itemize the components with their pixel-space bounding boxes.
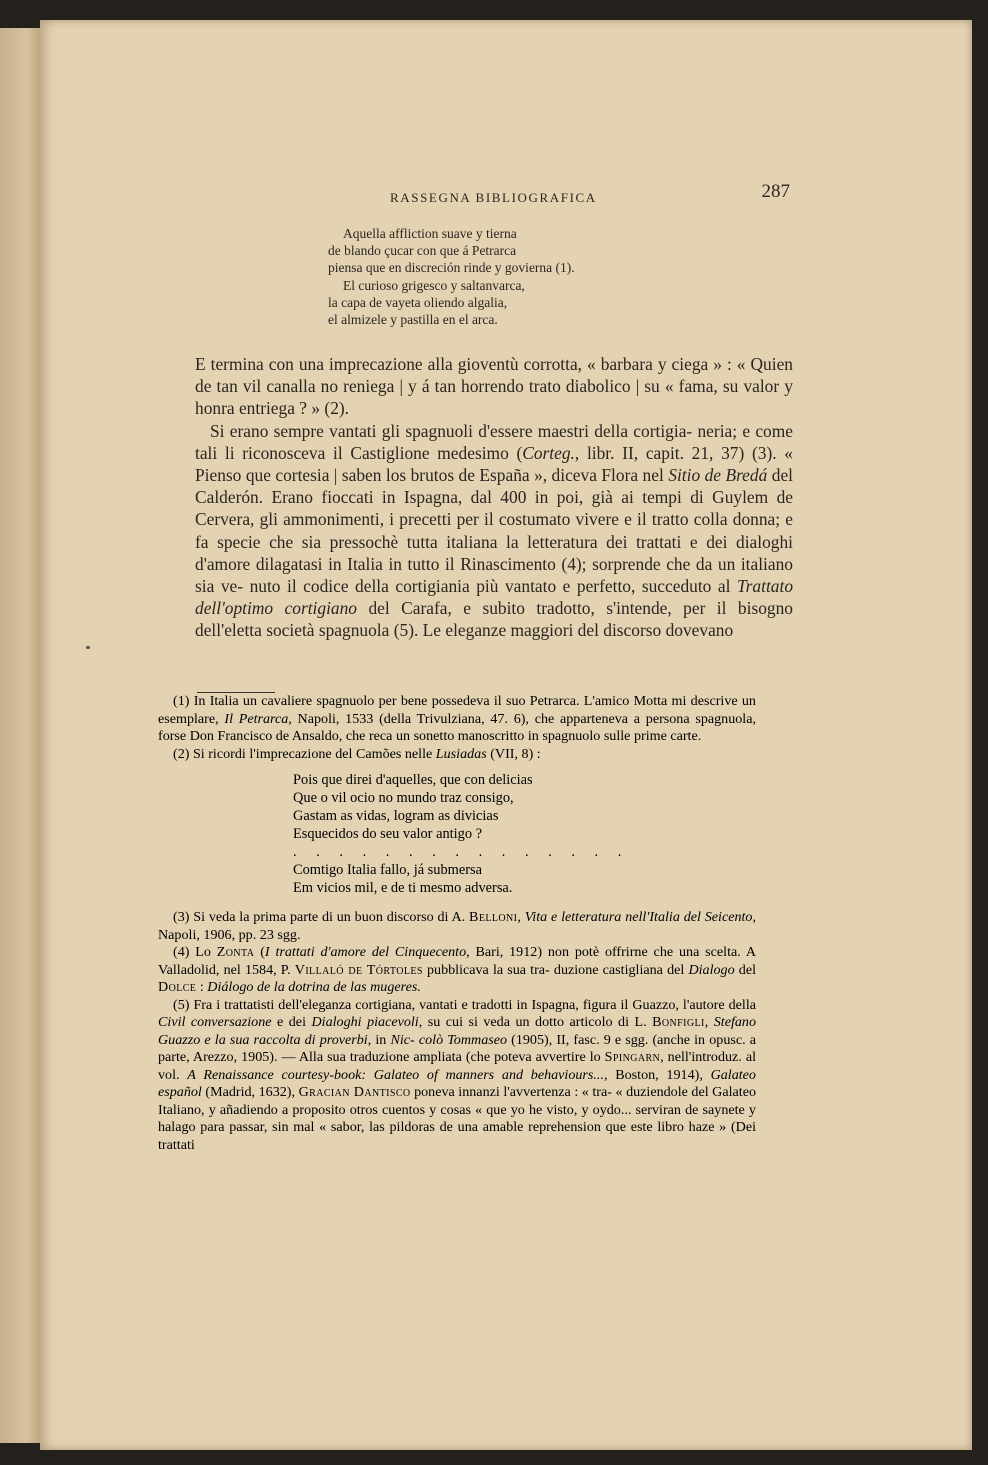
italic-title: I trattati d'amore del Cinquecento [264,944,467,960]
page-number: 287 [761,181,790,202]
text-line: in Italia in tutto il Rinascimento (4); sorprende che da un italiano sia ve- [195,553,793,597]
text-line: il costumato vivere e il tratto colla donna; e fa specie che sia pressochè [195,509,793,552]
text-line: « duziendole del Galateo Italiano, y añadiendo a proposito otros cuentos y cosas [158,1084,757,1118]
verse-line: la capa de vayeta oliendo algalia, [328,294,508,310]
italic-title: nell'Italia del Seicento [625,909,753,925]
text-line: : [196,979,208,995]
text-line: , in [367,1031,391,1048]
text-line: poneva innanzi l'avvertenza : « tra- [410,1084,612,1100]
footnote-5 [158,997,756,1155]
text-line: una scelta. A Valladolid, nel 1584, P. [158,944,757,978]
text-line: , nell'introduz. al [660,1049,756,1065]
author-name: Bonfigli [652,1014,705,1030]
text-line: , su cui si veda [418,1014,510,1030]
text-line: « sabor, las pildoras de una amable reprehension que este libro haze » (Dei trattati [158,1119,756,1153]
text-line: , [704,1014,714,1030]
text-line: (1) In Italia un cavaliere spagnuolo per bene possedeva il suo Petrarca. L'amico [173,693,630,709]
italic-title: Vita e letteratura [524,909,622,925]
author-name: Dolce [158,979,197,995]
author-name: Spingarn [604,1049,661,1065]
verse-quotation [328,225,628,328]
running-head [340,181,790,211]
author-name: Belloni [469,909,518,925]
text-line: « fama, su valor y honra entriega ? » (2). [195,376,793,419]
paragraph [195,420,793,642]
italic-title: Dialogo [688,961,735,978]
text-line: (1905), II, fasc. 9 e sgg. (anche in opusc. a parte, Arezzo, 1905). — [158,1031,756,1065]
text-line: duzione castigliana del [553,961,689,978]
text-line: neria; e come tali li riconosceva il Castiglione medesimo ( [195,420,793,463]
italic-title: Diálogo de la dotrina de las mugeres. [207,979,421,995]
text-line: « que yo he visto, y oydo... serviran de saynete y halago para passar, sin mal [158,1101,756,1135]
text-line: Alla sua traduzione ampliata (che poteva avvertire lo [298,1049,605,1065]
italic-title: Nic- [390,1031,415,1048]
italic-title: Sitio de Bredá [668,465,768,486]
previous-page-edge [0,28,44,1443]
text-line: , libr. II, [574,442,639,463]
footnote-3 [158,909,756,944]
text-line: nuto il codice della cortigiania più vantato e perfetto, succeduto al [249,576,737,597]
verse-line: piensa que en discreción rinde y govierna (1). [328,260,575,276]
text-line: pubblicava la sua tra- [422,961,550,978]
text-line: tutta italiana la letteratura dei trattati e dei dialoghi d'amore dilagatasi [195,531,793,574]
italic-title: Stefano Guazzo e la sua raccolta di proverbi [158,1014,757,1048]
text-line: vol. [158,1066,188,1083]
italic-title: Dialoghi piacevoli [311,1014,419,1030]
text-line: (VII, 8) : [486,745,541,762]
verse-line: Em vicios mil, e de ti mesmo adversa. [293,880,513,896]
text-line: , [517,909,525,925]
text-line: capit. 21, 37) (3). « Pienso que cortesia | saben los brutos de España », diceva [195,442,793,486]
text-line: ( [254,944,265,960]
footnote-4 [158,944,756,997]
text-line: un sonetto manoscritto in spagnuolo sulle prime carte. [395,728,702,744]
text-line: , Bari, 1912) non potè offrirne che [466,944,674,960]
footnote-verse [293,771,756,897]
text-line: che apparteneva a persona spagnuola, forse Don Francisco de Ansaldo, che reca [158,710,757,744]
verse-line: Esquecidos do seu valor antigo ? [293,826,483,842]
verse-line: Comtigo Italia fallo, já submersa [293,862,483,878]
verse-line: de blando çucar con que á Petrarca [328,243,517,259]
author-name: Zonta [216,944,255,960]
text-line: del Carafa, e subito tradotto, s'intende, per il bisogno [357,598,793,619]
italic-title: colò Tommaseo [418,1031,508,1048]
text-line: dell'eletta società spagnuola (5). Le eleganze maggiori del discorso dovevano [195,620,734,641]
text-line: (2) Si ricordi l'imprecazione del Camões nelle [173,745,436,762]
text-line: « Quien de tan vil canalla no reniega | y á tan horrendo trato diabolico | su [195,354,793,397]
italic-title: Galateo español [158,1066,756,1100]
author-name: Gracian Dantisco [298,1084,411,1100]
ellipsis-line: . . . . . . . . . . . . . . . [293,844,630,860]
text-line: Napoli, 1533 (della Trivulziana, 47. 6), [291,710,529,727]
text-line: , Napoli, 1906, pp. 23 sgg. [158,909,757,943]
text-line: (4) Lo [173,944,217,960]
verse-line: Que o vil ocio no mundo traz consigo, [293,790,514,806]
verse-line: Aquella affliction suave y tierna [343,226,517,241]
text-line: in poi, già ai tempi di Guylem de Cervera, gli ammonimenti, i precetti per [195,487,793,530]
text-line: , Boston, 1914), [603,1066,703,1083]
text-line: E termina con una imprecazione alla gioventù corrotta, « barbara y ciega » : [195,354,732,374]
paragraph [195,353,793,420]
italic-title: Civil conversazione [158,1014,272,1030]
text-line: il Guazzo, l'autore della [620,996,756,1013]
verse-line: Pois que direi d'aquelles, que con delicias [293,772,533,788]
text-line: un dotto articolo di L. [515,1014,653,1030]
italic-title: Corteg. [522,442,575,463]
text-line: e dei [271,1014,312,1030]
text-line: Flora nel [601,465,669,486]
italic-title: A Renaissance courtesy-book: Galateo of manners and behaviours... [187,1066,604,1083]
running-head-title: RASSEGNA BIBLIOGRAFICA [390,190,597,205]
stray-ink-mark [86,646,90,649]
text-line: (5) Fra i trattatisti dell'eleganza cortigiana, vantati e tradotti in Ispagna, figura [173,996,617,1013]
footnotes [158,693,756,1154]
italic-title: dell'optimo cortigiano [195,598,358,619]
text-line: del Calderón. Erano fioccati in Ispagna, dal 400 [195,465,793,508]
footnote-1 [158,693,756,746]
verse-line: el almizele y pastilla en el arca. [328,312,498,328]
main-body-text [195,353,793,642]
verse-line: El curioso grigesco y saltanvarca, [343,277,525,293]
footnote-2 [158,746,756,764]
verse-line: Gastam as vidas, logram as divicias [293,808,499,824]
italic-title: Lusiadas [435,745,487,762]
text-line: (3) Si veda la prima parte di un buon discorso di A. [173,909,470,925]
text-line: Motta mi descrive un esemplare, [158,693,756,727]
italic-title: Il Petrarca, [224,710,292,727]
author-name: Villaló de Tórtoles [294,961,423,978]
text-line: (Madrid, 1632), [201,1084,299,1100]
text-line: Si erano sempre vantati gli spagnuoli d'essere maestri della cortigia- [210,420,693,441]
text-line: del [734,961,757,978]
italic-title: Trattato [736,576,794,597]
